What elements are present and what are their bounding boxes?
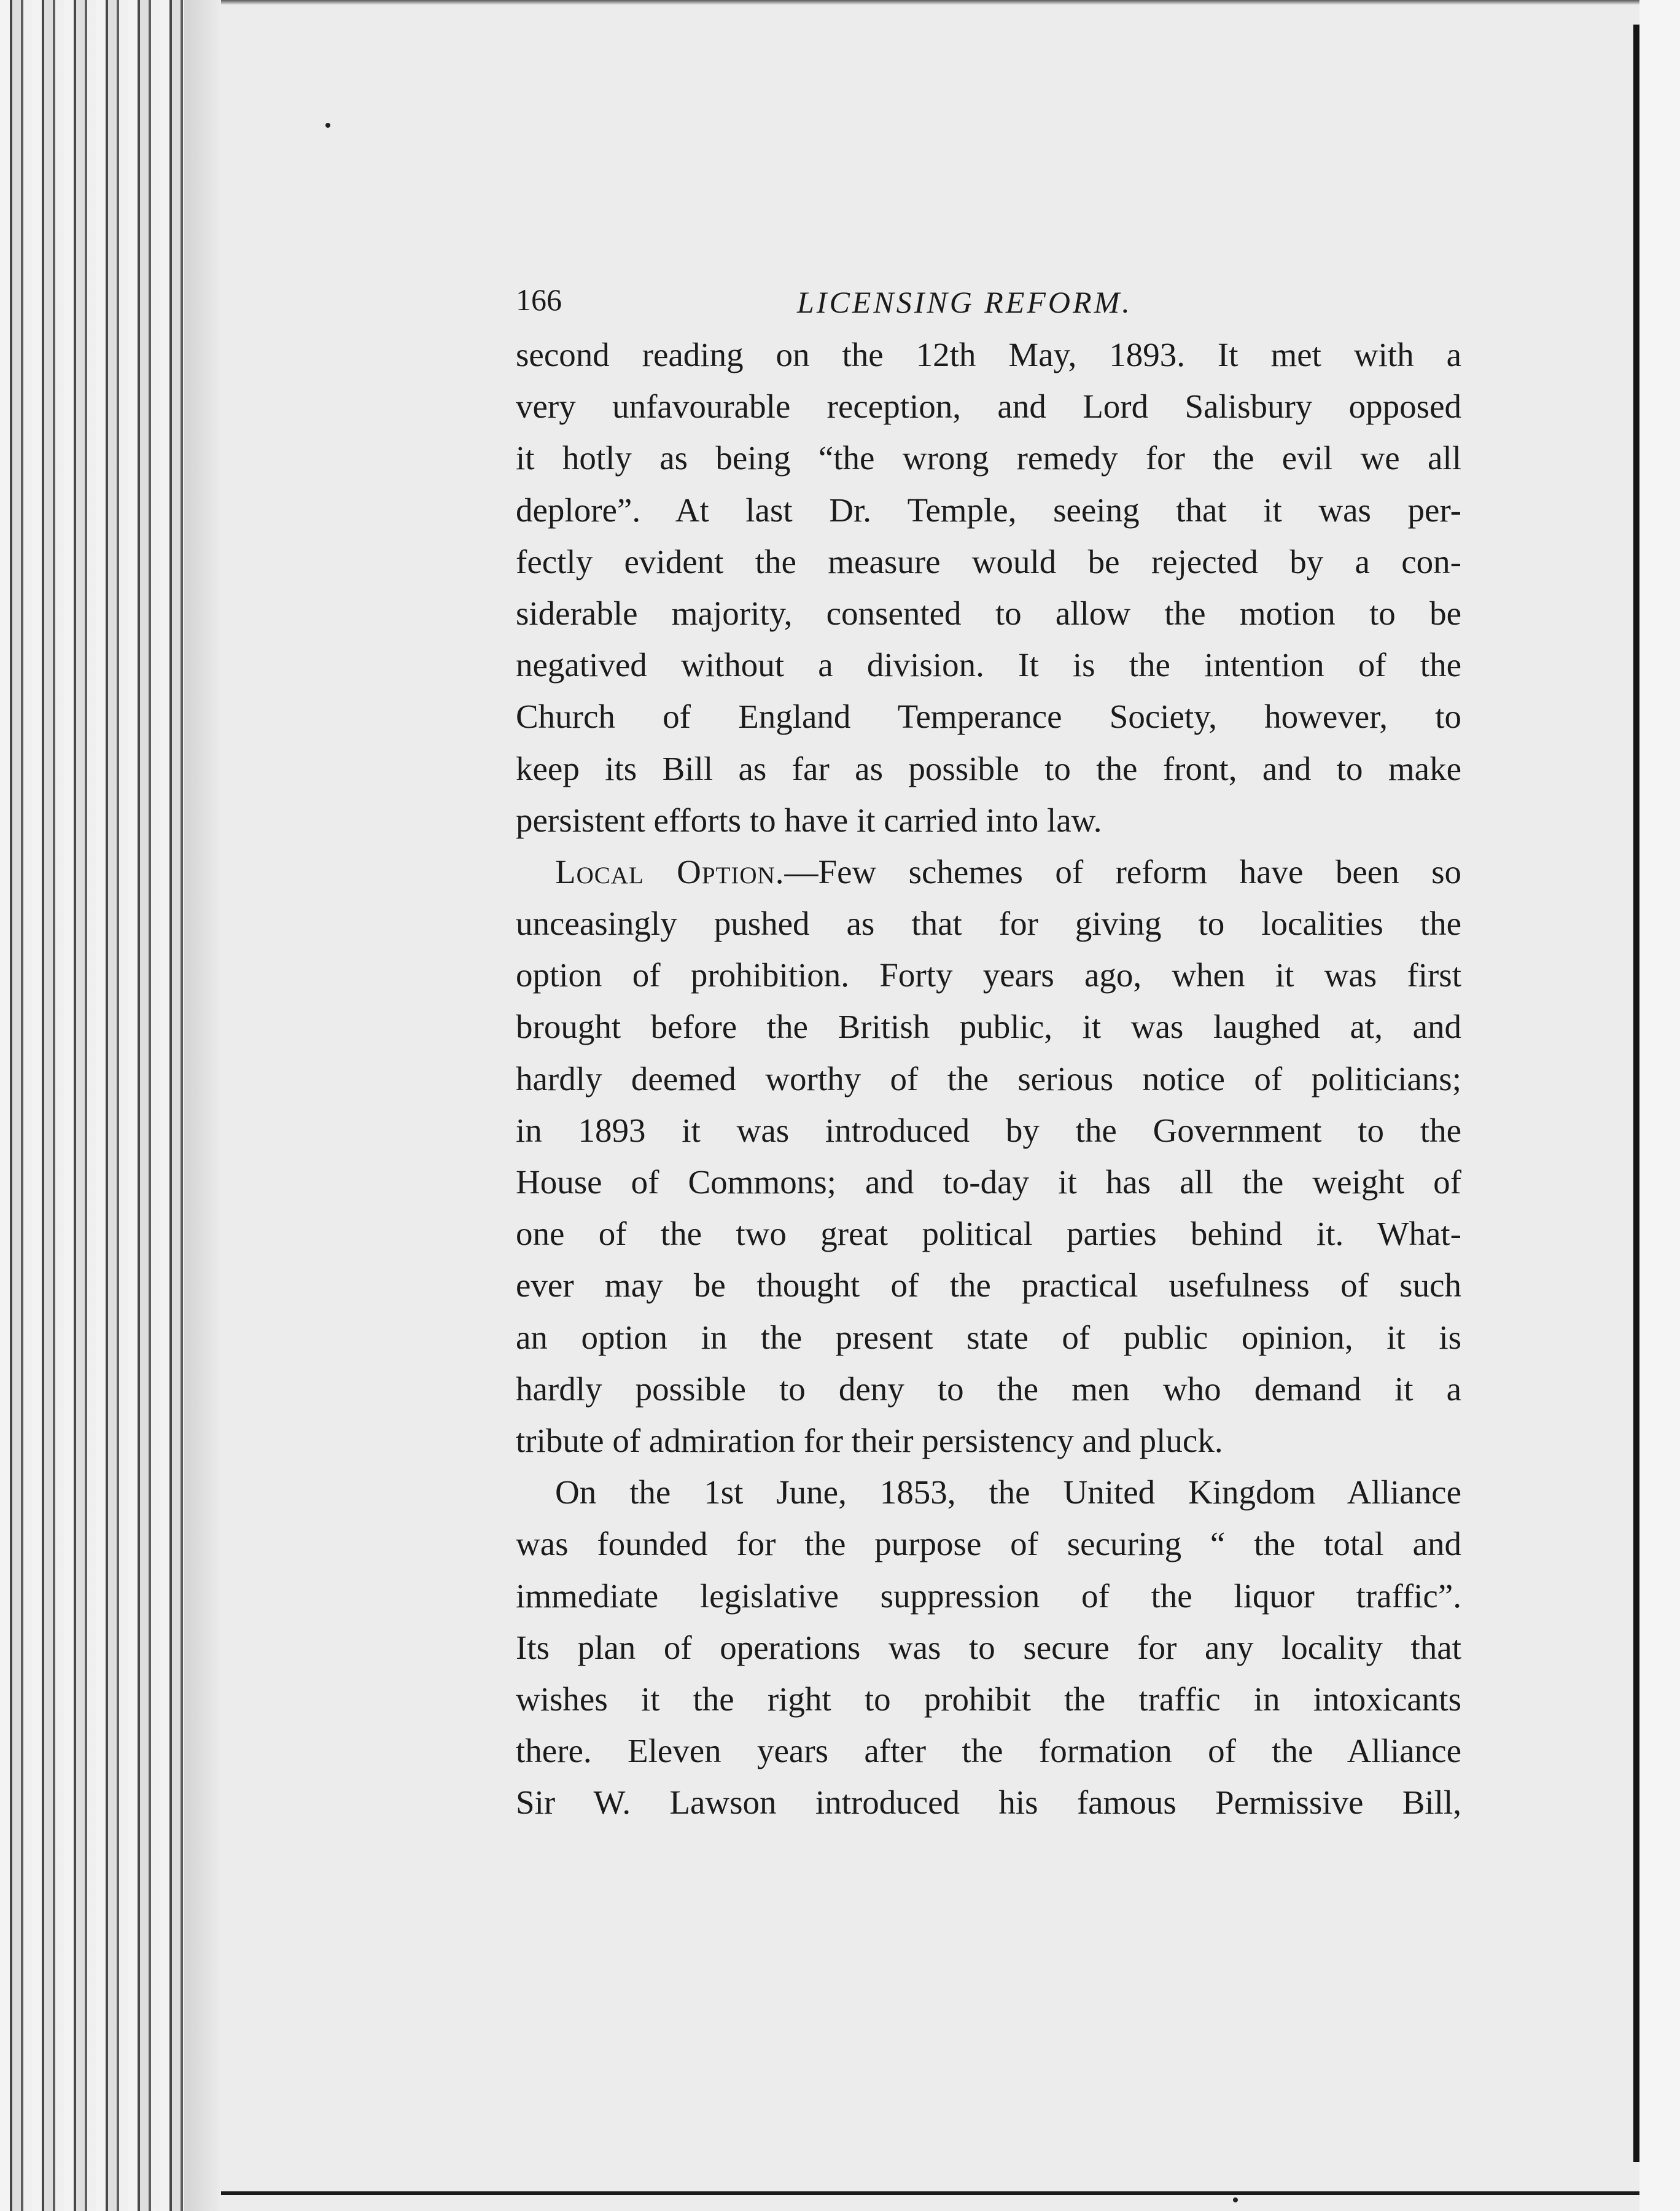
text-line: On the 1st June, 1853, the United Kingdom Alliance xyxy=(555,1473,1461,1511)
text-line: tribute of admiration for their persistency and pluck. xyxy=(516,1421,1223,1459)
text-line: one of the two great political parties behind it. What- xyxy=(516,1215,1461,1253)
section-heading: Local Option. xyxy=(555,852,785,891)
text-line: keep its Bill as far as possible to the front, and to make xyxy=(516,749,1461,787)
text-line: siderable majority, consented to allow the motion to be xyxy=(516,594,1461,632)
text-line: an option in the present state of public opinion, it is xyxy=(516,1318,1461,1356)
text-line: Its plan of operations was to secure for any locality that xyxy=(516,1628,1461,1666)
text-line: option of prohibition. Forty years ago, when it was first xyxy=(516,956,1461,994)
page-number: 166 xyxy=(516,283,562,317)
text-line: ever may be thought of the practical usefulness of such xyxy=(516,1266,1461,1304)
text-line: wishes it the right to prohibit the traffic in intoxicants xyxy=(516,1680,1461,1718)
text-line: very unfavourable reception, and Lord Salisbury opposed xyxy=(516,388,1461,426)
book-page-edges xyxy=(0,0,221,2211)
text-line: negatived without a division. It is the intention of the xyxy=(516,646,1461,684)
text-line: immediate legislative suppression of the liquor traffic”. xyxy=(516,1577,1461,1615)
text-line: in 1893 it was introduced by the Government to the xyxy=(516,1111,1461,1149)
text-line-fragment: —Few schemes of reform have been so xyxy=(784,852,1462,891)
text-line: brought before the British public, it was laughed at, and xyxy=(516,1008,1461,1046)
page-body xyxy=(516,270,1461,1828)
top-scan-border xyxy=(221,0,1639,5)
text-line: persistent efforts to have it carried into law. xyxy=(516,801,1102,839)
bottom-scan-border xyxy=(221,2191,1639,2195)
text-line: hardly deemed worthy of the serious notice of politicians; xyxy=(516,1059,1461,1098)
section-first-line xyxy=(516,846,1461,898)
running-title: LICENSING REFORM. xyxy=(797,285,1132,319)
text-line: there. Eleven years after the formation of the Alliance xyxy=(516,1732,1461,1770)
dust-speck xyxy=(1233,2197,1238,2202)
text-line: hardly possible to deny to the men who demand it a xyxy=(516,1370,1461,1408)
running-head xyxy=(516,270,1461,326)
right-gutter-line xyxy=(1633,25,1639,2162)
right-margin xyxy=(1639,0,1680,2211)
text-line: deplore”. At last Dr. Temple, seeing that it was per- xyxy=(516,491,1461,529)
text-line: fectly evident the measure would be rejected by a con- xyxy=(516,542,1461,580)
text-line: Church of England Temperance Society, however, to xyxy=(516,698,1461,736)
dust-speck xyxy=(325,123,330,128)
text-line: Sir W. Lawson introduced his famous Permissive Bill, xyxy=(516,1784,1461,1822)
text-line: second reading on the 12th May, 1893. It met with a xyxy=(516,336,1461,373)
text-line: unceasingly pushed as that for giving to localities the xyxy=(516,905,1461,943)
text-line: was founded for the purpose of securing “ the total and xyxy=(516,1525,1461,1563)
text-line: House of Commons; and to-day it has all the weight of xyxy=(516,1163,1461,1201)
text-line: it hotly as being “the wrong remedy for the evil we all xyxy=(516,439,1461,477)
